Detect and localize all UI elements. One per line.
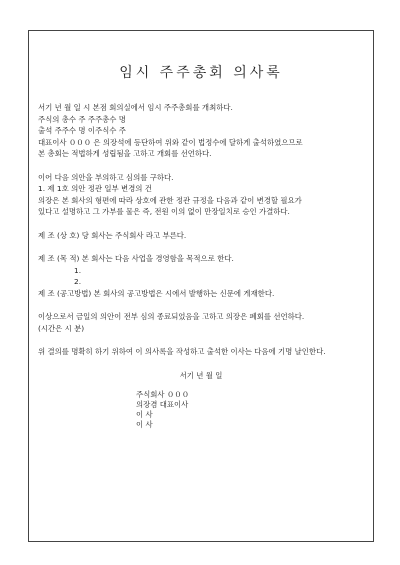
quorum-line: 본 총회는 적법하게 성립됨을 고하고 개회를 선언하다. xyxy=(38,149,212,158)
attendance-line: 출석 주주수 명 이주식수 주 xyxy=(38,126,126,135)
closing-time: (시간은 시 분) xyxy=(38,323,85,333)
company-name: 주식회사 ０００ xyxy=(136,390,190,399)
director-signature-1: 이 사 xyxy=(136,410,153,419)
agenda-paragraph xyxy=(38,172,364,218)
agenda-item: 1. 제 1호 의안 정관 일부 변경의 건 xyxy=(38,184,152,193)
article-name: 제 조 (상 호) 당 회사는 주식회사 라고 부른다. xyxy=(38,230,187,240)
purpose-item-2: 2. xyxy=(74,277,82,286)
opening-line: 서기 년 월 일 시 본점 회의실에서 임시 주주총회를 개최하다. xyxy=(38,103,233,112)
director-signature-2: 이 사 xyxy=(136,420,153,429)
opening-paragraph xyxy=(38,102,364,160)
article-notice: 제 조 (공고방법) 본 회사의 공고방법은 시에서 발행하는 신문에 게재한다. xyxy=(38,288,275,298)
shares-line: 주식의 총수 주 주주총수 명 xyxy=(38,114,126,124)
agenda-explanation-2: 있다고 설명하고 그 가부를 물은 즉, 전원 이의 없이 만장일치로 승인 가결하다. xyxy=(38,207,290,216)
minutes-document xyxy=(38,40,364,430)
article-purpose: 제 조 (목 적) 본 회사는 다음 사업을 경영함을 목적으로 한다. xyxy=(38,254,234,263)
agenda-explanation-1: 의장은 본 회사의 형편에 따라 상호에 관한 정관 규정을 다음과 같이 변경할 필요가 xyxy=(38,195,302,205)
agenda-intro: 이어 다음 의안을 부의하고 심의를 구하다. xyxy=(38,172,174,182)
signature-date: 서기 년 월 일 xyxy=(179,370,223,380)
signature-block xyxy=(38,390,364,430)
chair-line: 대표이사 ０００ 은 의장석에 등단하여 위와 같이 법정수에 달하게 출석하였으므로 xyxy=(38,137,303,147)
page-title: 임시 주주총회 의사록 xyxy=(119,65,283,81)
chair-signature: 의장겸 대표이사 xyxy=(136,400,189,409)
attestation: 위 결의를 명확히 하기 위하여 이 의사록을 작성하고 출석한 이사는 다음에 기명 날인한다. xyxy=(38,347,326,356)
purpose-item-1: 1. xyxy=(74,265,82,275)
closing-line: 이상으로서 금일의 의안이 전부 심의 종료되었음을 고하고 의장은 폐회를 선언하다. xyxy=(38,312,305,321)
